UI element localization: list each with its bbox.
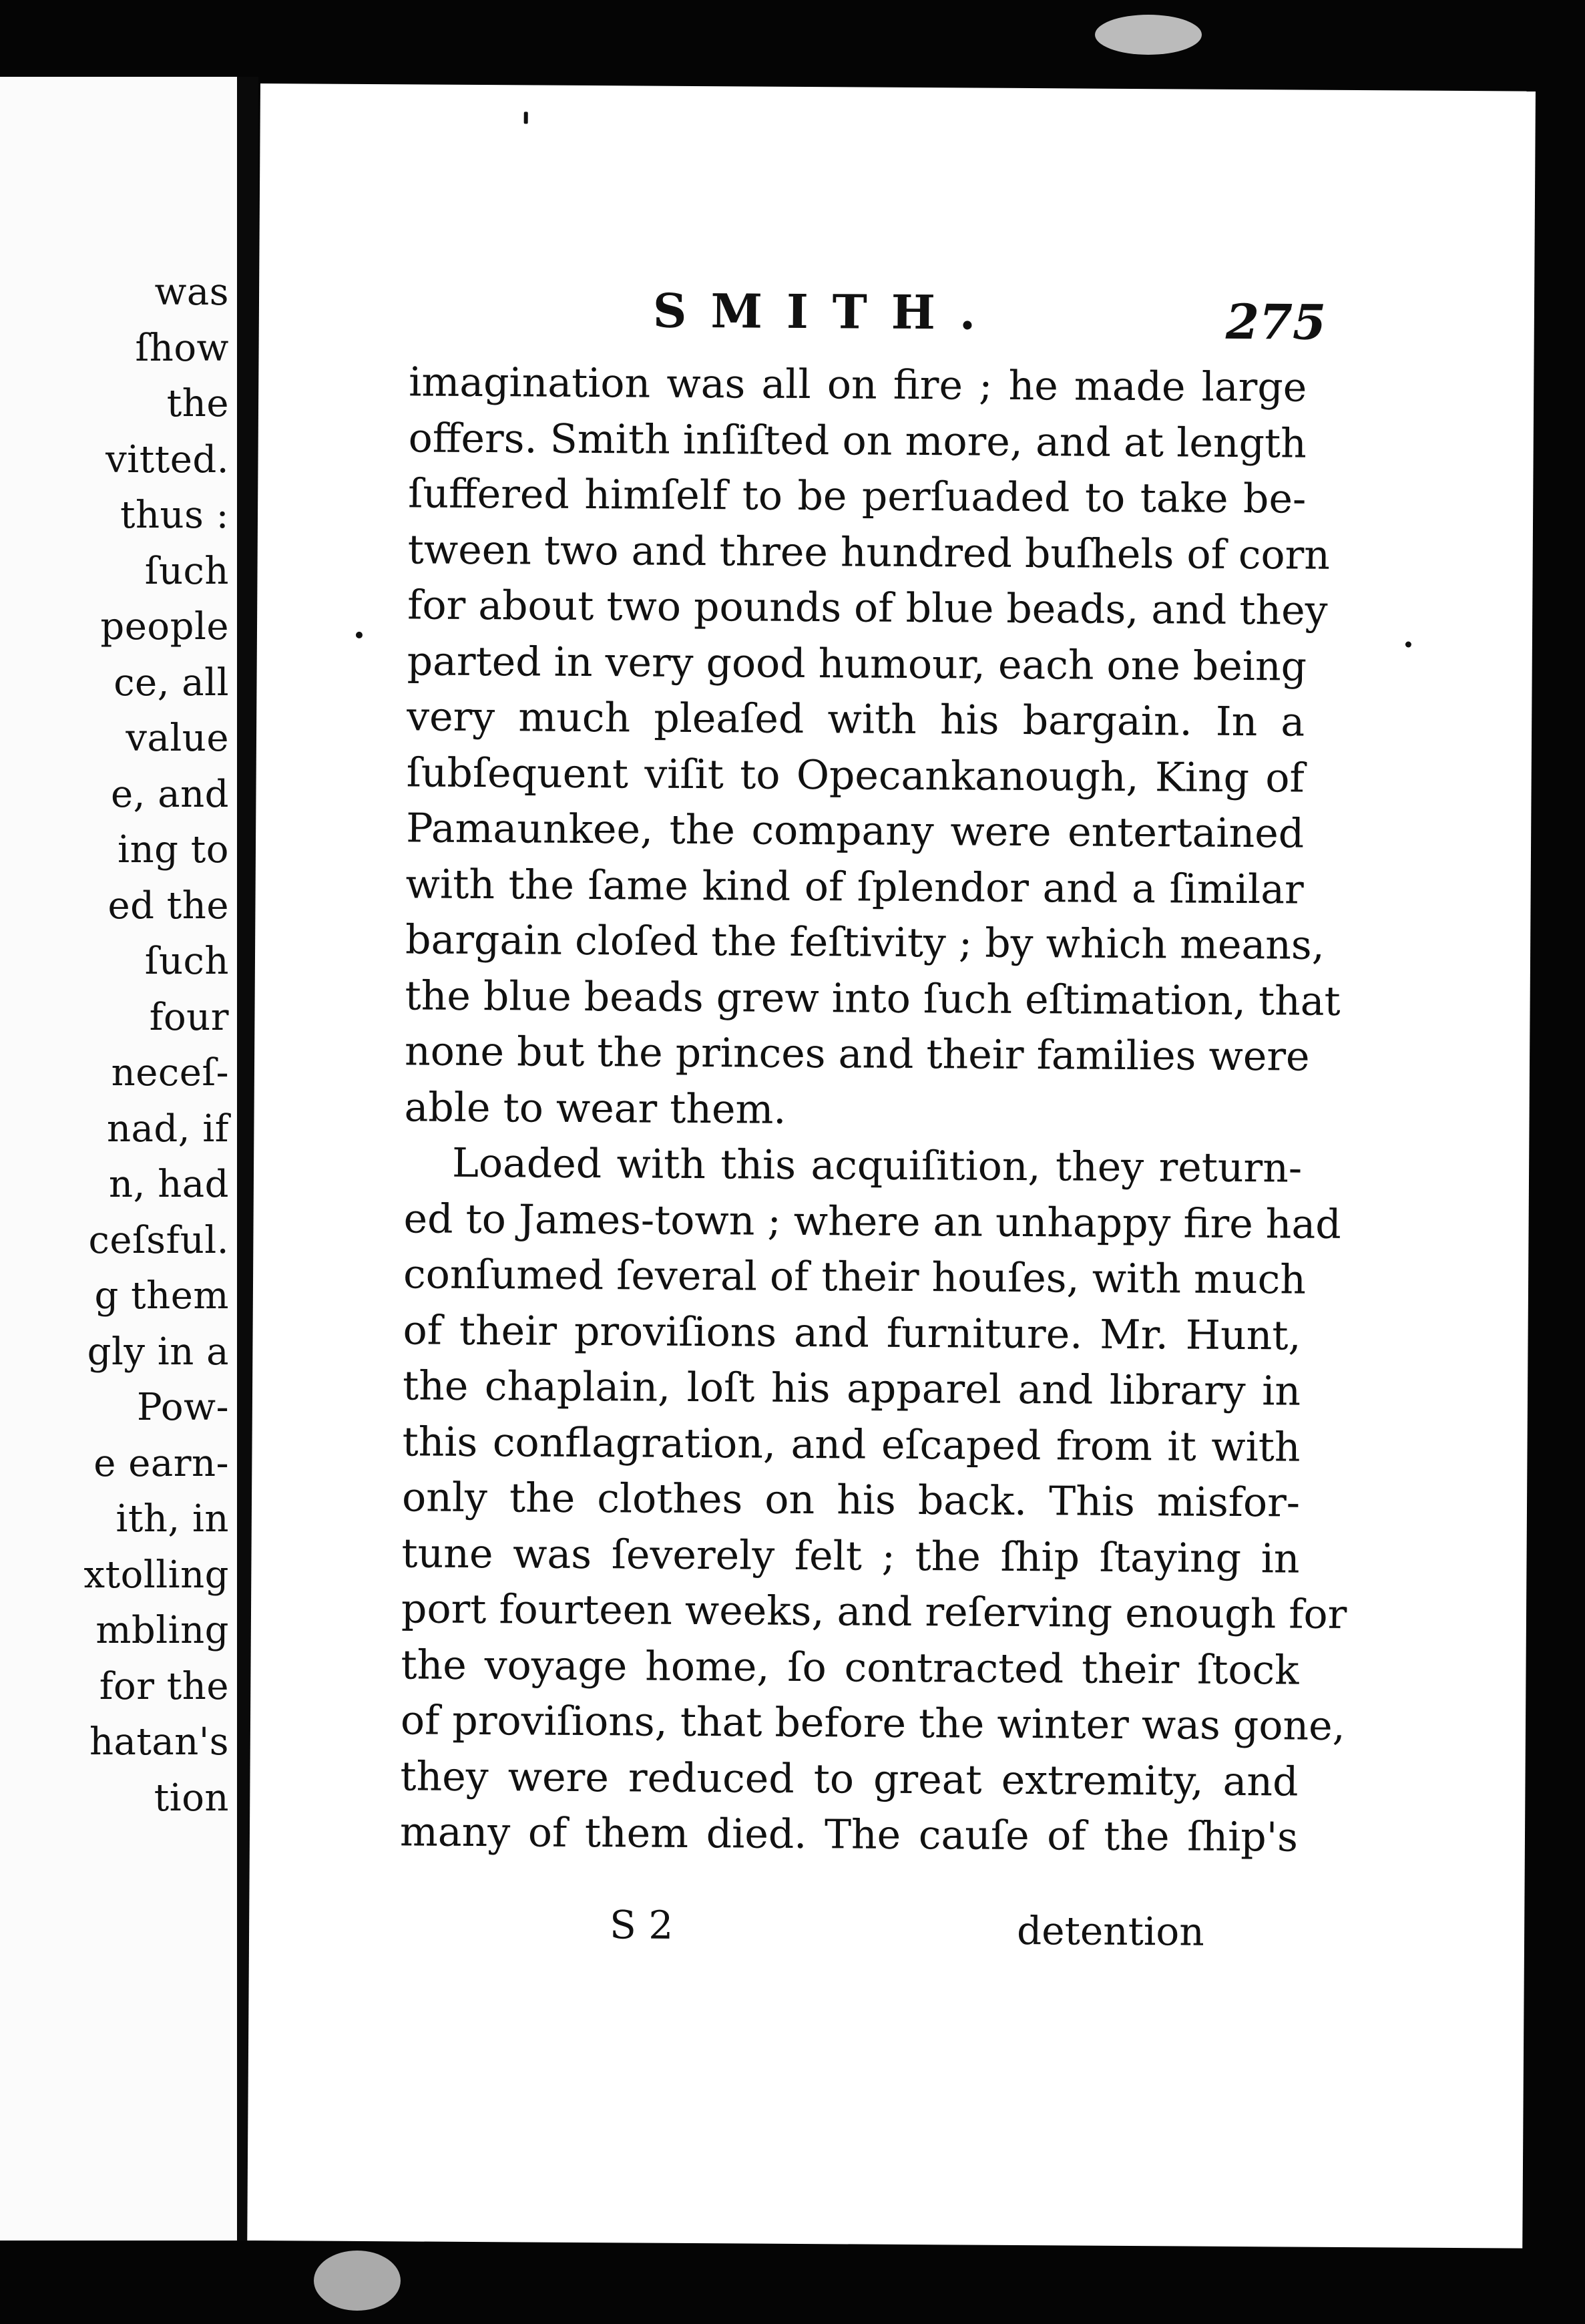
left-text-line: people (100, 605, 229, 648)
left-text-line: Pow- (137, 1386, 229, 1429)
left-text-line: xtolling (83, 1553, 229, 1597)
text-line: ſuffered himſelf to be perſuaded to take be- (408, 470, 1307, 523)
left-text-line: ce, all (114, 660, 229, 705)
text-line: Pamaunkee, the company were entertained (405, 805, 1305, 857)
text-line: only the clothes on his back. This misfor- (401, 1474, 1301, 1527)
text-line: tune was ſeverely felt ; the ſhip ſtaying in (401, 1529, 1300, 1583)
text-line: the voyage home, ſo contracted their ſtock (401, 1641, 1299, 1694)
text-line: imagination was all on fire ; he made large (409, 359, 1307, 411)
text-line: conſumed ſeveral of their houſes, with much (403, 1251, 1307, 1304)
left-text-line: ſuch (144, 549, 229, 593)
left-page-fragment (0, 77, 237, 2241)
left-text-line: ſhow (135, 326, 229, 370)
text-line: tween two and three hundred buſhels of corn (407, 526, 1331, 579)
text-line: of proviſions, that before the winter was gone, (400, 1697, 1345, 1750)
left-text-line: ceſsful. (88, 1218, 229, 1262)
paragraph-2 (399, 1135, 1347, 1866)
left-text-line: ſuch (144, 940, 229, 983)
text-line: ſubſequent viſit to Opecankanough, King of (406, 749, 1305, 802)
text-line: the blue beads grew into ſuch eſtimation, that (405, 972, 1341, 1025)
stray-dot-mark (524, 112, 528, 124)
text-line: offers. Smith inſiſted on more, and at length (408, 414, 1307, 467)
left-text-line: thus : (120, 494, 229, 537)
text-line: for about two pounds of blue beads, and they (407, 582, 1328, 634)
signature-mark: S 2 (609, 1902, 674, 1948)
paragraph-1 (404, 355, 1341, 1141)
text-line: many of them died. The cauſe of the ſhip's (399, 1808, 1299, 1861)
text-line: they were reduced to great extremity, and (400, 1752, 1299, 1806)
left-text-line: value (126, 717, 229, 760)
left-text-line: for the (99, 1664, 229, 1708)
body-text (399, 355, 1347, 1866)
left-text-line: ing to (118, 828, 229, 872)
left-text-line: neceſ- (111, 1051, 229, 1095)
left-text-line: nad, if (106, 1107, 229, 1151)
bottom-specks (314, 2251, 401, 2311)
left-text-line: e, and (110, 772, 229, 816)
text-line: parted in very good humour, each one being (407, 637, 1307, 691)
text-line: port fourteen weeks, and reſerving enough for (401, 1585, 1347, 1638)
text-line: bargain cloſed the feſtivity ; by which means, (405, 916, 1325, 969)
text-line: ed to James-town ; where an unhappy fire had (403, 1195, 1341, 1248)
right-page (247, 83, 1536, 2249)
text-line: none but the princes and their families were (404, 1028, 1310, 1081)
left-text-line: four (149, 995, 229, 1039)
left-text-line: hatan's (89, 1720, 229, 1764)
running-head: SMITH. (652, 282, 1000, 341)
text-line: able to wear them. (404, 1083, 786, 1133)
left-text-line: e earn- (93, 1441, 229, 1485)
stray-dot-mark (1405, 641, 1411, 647)
text-line: the chaplain, loſt his apparel and library in (402, 1362, 1301, 1415)
text-line: very much pleaſed with his bargain. In a (406, 693, 1305, 746)
left-text-line: the (166, 382, 229, 425)
left-text-line: mbling (95, 1609, 229, 1652)
left-text-line: ed the (107, 884, 229, 928)
catchword: detention (1016, 1907, 1204, 1955)
text-line: Loaded with this acquiſition, they return- (451, 1139, 1303, 1192)
text-line: of their proviſions and furniture. Mr. Hunt, (403, 1306, 1301, 1360)
left-text-line: gly in a (87, 1330, 229, 1374)
left-text-line: was (154, 270, 229, 314)
left-text-line: ith, in (116, 1497, 229, 1541)
top-specks (1095, 15, 1202, 55)
page-number: 275 (1225, 293, 1327, 351)
text-line: this conflagration, and eſcaped from it with (402, 1418, 1301, 1471)
stray-dot-mark (356, 632, 363, 638)
left-text-line: tion (154, 1776, 229, 1820)
left-text-line: g them (94, 1274, 229, 1318)
left-text-line: vitted. (105, 437, 229, 481)
left-text-line: n, had (109, 1163, 229, 1206)
text-line: with the ſame kind of ſplendor and a ſimilar (405, 860, 1304, 914)
